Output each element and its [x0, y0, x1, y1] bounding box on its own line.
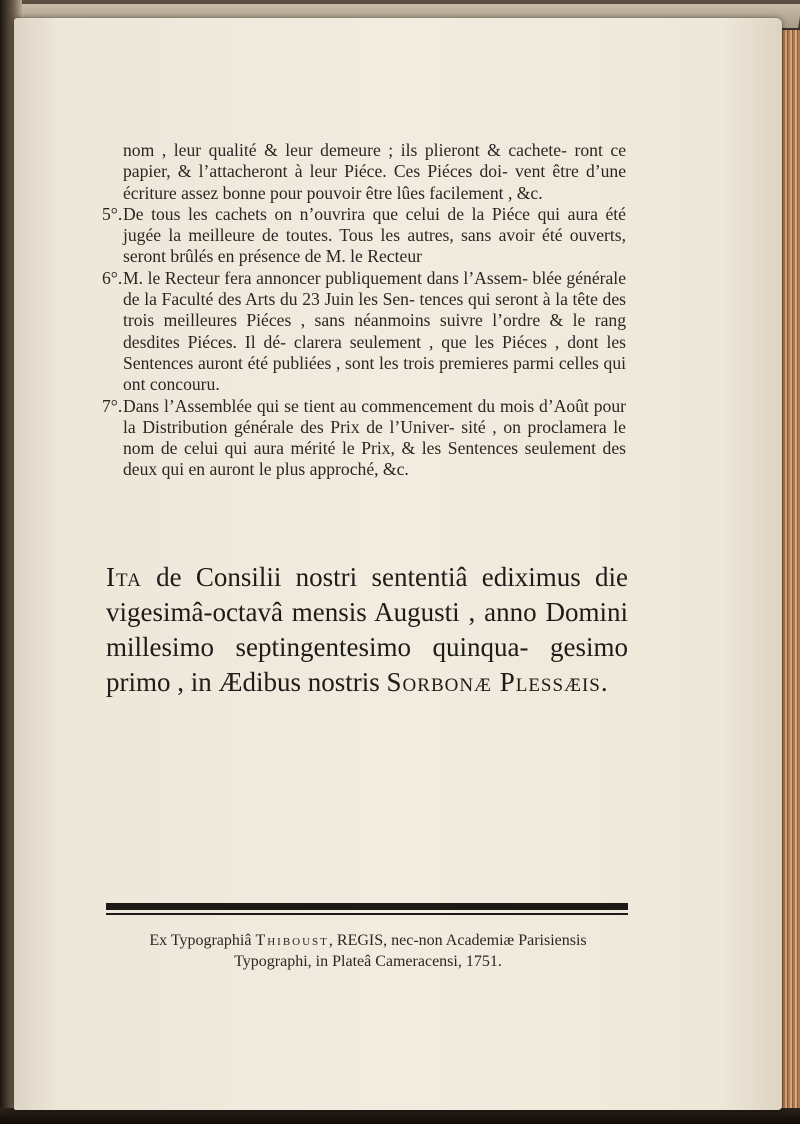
article-6 [102, 267, 626, 396]
article-5 [102, 203, 626, 268]
imprint-line-2: Typographi, in Plateâ Cameracensi, 1751. [234, 953, 502, 970]
article-number: 5°. [102, 203, 123, 224]
regulations-text [102, 140, 626, 481]
double-rule-thin [106, 913, 628, 915]
imprint-line-1 [96, 930, 640, 951]
continued-paragraph: nom , leur qualité & leur demeure ; ils plieront & cachete- ront ce papier, & l’attacheront à leur Piéce. Ces Piéces doi- vent être d’une écriture assez bonne pour pouvoir être lûes facilement , &c. [123, 140, 626, 203]
article-number: 7°. [102, 395, 123, 416]
decree-lead-word: Ita [106, 562, 142, 592]
decree-place: Sorbonæ Plessæis. [386, 667, 609, 697]
article-text: Dans l’Assemblée qui se tient au commencement du mois d’Août pour la Distribution générale des Prix de l’Univer- sité , on proclamera le nom de celui qui aura mérité le Prix, & les Sentences seulement des deux qui en auront le plus approché, &c. [123, 395, 626, 480]
decree-paragraph [106, 560, 628, 700]
article-text: De tous les cachets on n’ouvrira que celui de la Piéce qui aura été jugée la meilleure de toutes. Tous les autres, sans avoir été ouverts, seront brûlés en présence de M. le Recteur [123, 203, 626, 267]
double-rule-thick [106, 903, 628, 910]
decree-text: de Consilii nostri sententiâ ediximus die vigesimâ-octavâ mensis Augusti , anno Domini millesimo septingentesimo quinqua- gesimo primo , in Ædibus nostris [106, 562, 628, 697]
book-bottom-edge [0, 1108, 800, 1124]
article-7 [102, 395, 626, 481]
printer-name: Thiboust [255, 932, 329, 949]
printer-imprint [96, 930, 640, 972]
article-text: M. le Recteur fera annoncer publiquement dans l’Assem- blée générale de la Faculté des Arts du 23 Juin les Sen- tences qui seront à la tête des trois meilleures Piéces , sans néanmoins suivre l’ordre & le rang desdites Piéces. Il dé- clarera seulement , que les Piéces , dont les Sentences auront été publiées , sont les trois premieres parmi celles qui ont concouru. [123, 267, 626, 395]
article-number: 6°. [102, 267, 123, 288]
imprint-rest: , REGIS, nec-non Academiæ Parisiensis [328, 932, 587, 949]
imprint-prefix: Ex Typographiâ [149, 932, 256, 949]
